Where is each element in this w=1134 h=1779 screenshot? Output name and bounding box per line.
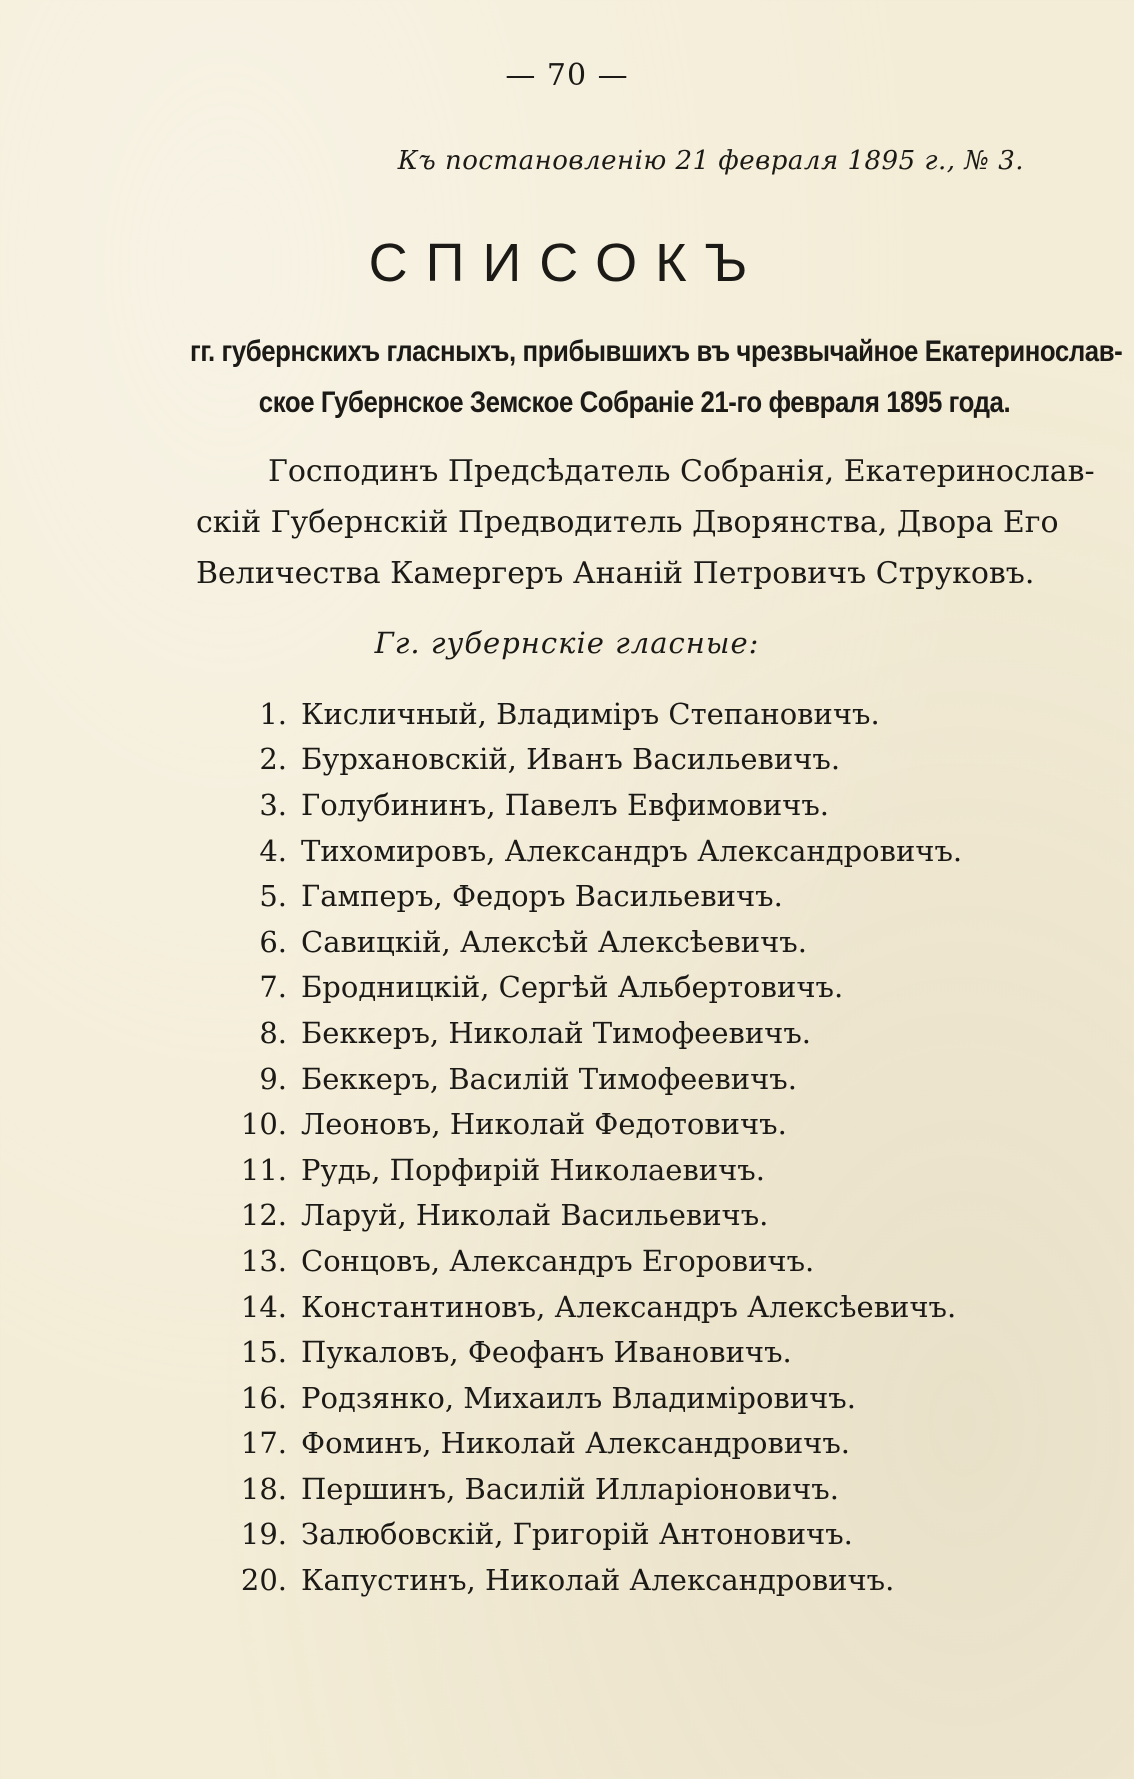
deputy-number: 14.: [240, 1289, 287, 1324]
deputy-name: Бурхановскій, Иванъ Васильевичъ.: [301, 742, 841, 777]
deputy-name: Сонцовъ, Александръ Егоровичъ.: [301, 1243, 815, 1278]
deputy-number: 15.: [240, 1335, 287, 1370]
deputy-name: Першинъ, Василій Илларіоновичъ.: [301, 1471, 839, 1506]
deputy-number: 20.: [240, 1563, 287, 1598]
deputy-list-item: [196, 1375, 1056, 1421]
deputy-name: Залюбовскій, Григорій Антоновичъ.: [301, 1517, 853, 1552]
deputy-name: Савицкій, Алексѣй Алексѣевичъ.: [301, 924, 807, 959]
deputy-list-item: [196, 1421, 1056, 1467]
deputy-list-item: [196, 1193, 1056, 1239]
deputy-list-item: [196, 1147, 1056, 1193]
deputy-number: 16.: [240, 1380, 287, 1415]
chairman-line: Господинъ Предсѣдатель Собранія, Екатеринослав-: [268, 454, 1095, 489]
deputy-number: 5.: [259, 879, 287, 914]
deputy-list-item: [196, 737, 1056, 783]
deputy-name: Беккеръ, Василій Тимофеевичъ.: [301, 1061, 797, 1096]
deputy-list-item: [196, 965, 1056, 1011]
deputy-number: 17.: [240, 1426, 287, 1461]
deputy-list-item: [196, 1010, 1056, 1056]
deputy-list-item: [196, 1284, 1056, 1330]
chairman-line: скій Губернскій Предводитель Дворянства, Двора Его: [196, 505, 1059, 540]
deputy-number: 9.: [259, 1061, 287, 1096]
deputy-list-item: [196, 1557, 1056, 1603]
deputies-heading: Гг. губернскіе гласные:: [374, 626, 760, 660]
deputy-name: Фоминъ, Николай Александровичъ.: [301, 1426, 851, 1461]
deputy-name: Ларуй, Николай Васильевичъ.: [301, 1198, 769, 1233]
deputy-list-item: [196, 919, 1056, 965]
deputy-number: 13.: [240, 1243, 287, 1278]
deputy-list-item: [196, 1329, 1056, 1375]
deputy-list-item: [196, 1466, 1056, 1512]
resolution-reference: Къ постановленію 21 февраля 1895 г., № 3.: [397, 146, 1024, 176]
deputy-number: 3.: [259, 787, 287, 822]
deputy-name: Голубининъ, Павелъ Евфимовичъ.: [301, 787, 830, 822]
deputy-name: Леоновъ, Николай Федотовичъ.: [301, 1107, 787, 1142]
deputy-number: 4.: [259, 833, 287, 868]
deputy-number: 7.: [259, 970, 287, 1005]
chairman-line: Величества Камергеръ Ананій Петровичъ Струковъ.: [196, 556, 1035, 591]
deputy-number: 6.: [259, 924, 287, 959]
chairman-paragraph: [196, 446, 1095, 599]
page-number: — 70 —: [505, 58, 629, 93]
deputy-number: 10.: [240, 1107, 287, 1142]
deputy-number: 19.: [240, 1517, 287, 1552]
deputy-name: Кисличный, Владиміръ Степановичъ.: [301, 696, 880, 731]
deputy-name: Константиновъ, Александръ Алексѣевичъ.: [301, 1289, 957, 1324]
list-subtitle: [190, 326, 1123, 428]
deputy-list-item: [196, 1238, 1056, 1284]
deputy-list-item: [196, 873, 1056, 919]
deputies-list: [196, 691, 1056, 1603]
deputy-number: 11.: [240, 1152, 287, 1187]
deputy-list-item: [196, 1512, 1056, 1558]
subtitle-line: гг. губернскихъ гласныхъ, прибывшихъ въ чрезвычайное Екатеринослав-: [190, 335, 1123, 368]
deputy-name: Родзянко, Михаилъ Владиміровичъ.: [301, 1380, 856, 1415]
deputy-number: 12.: [240, 1198, 287, 1233]
deputy-number: 2.: [259, 742, 287, 777]
deputy-name: Рудь, Порфирій Николаевичъ.: [301, 1152, 765, 1187]
deputy-number: 8.: [259, 1015, 287, 1050]
subtitle-line: ское Губернское Земское Собраніе 21-го февраля 1895 года.: [258, 386, 1011, 419]
deputy-list-item: [196, 691, 1056, 737]
deputy-list-item: [196, 828, 1056, 874]
deputy-name: Гамперъ, Федоръ Васильевичъ.: [301, 879, 783, 914]
deputy-number: 1.: [259, 696, 287, 731]
deputy-list-item: [196, 1101, 1056, 1147]
deputy-name: Пукаловъ, Феофанъ Ивановичъ.: [301, 1335, 792, 1370]
deputy-name: Беккеръ, Николай Тимофеевичъ.: [301, 1015, 812, 1050]
deputy-list-item: [196, 1056, 1056, 1102]
deputy-name: Тихомировъ, Александръ Александровичъ.: [301, 833, 963, 868]
page-title: СПИСОКЪ: [368, 233, 766, 293]
deputy-number: 18.: [240, 1471, 287, 1506]
deputy-name: Бродницкій, Сергѣй Альбертовичъ.: [301, 970, 844, 1005]
deputy-name: Капустинъ, Николай Александровичъ.: [301, 1563, 895, 1598]
deputy-list-item: [196, 782, 1056, 828]
